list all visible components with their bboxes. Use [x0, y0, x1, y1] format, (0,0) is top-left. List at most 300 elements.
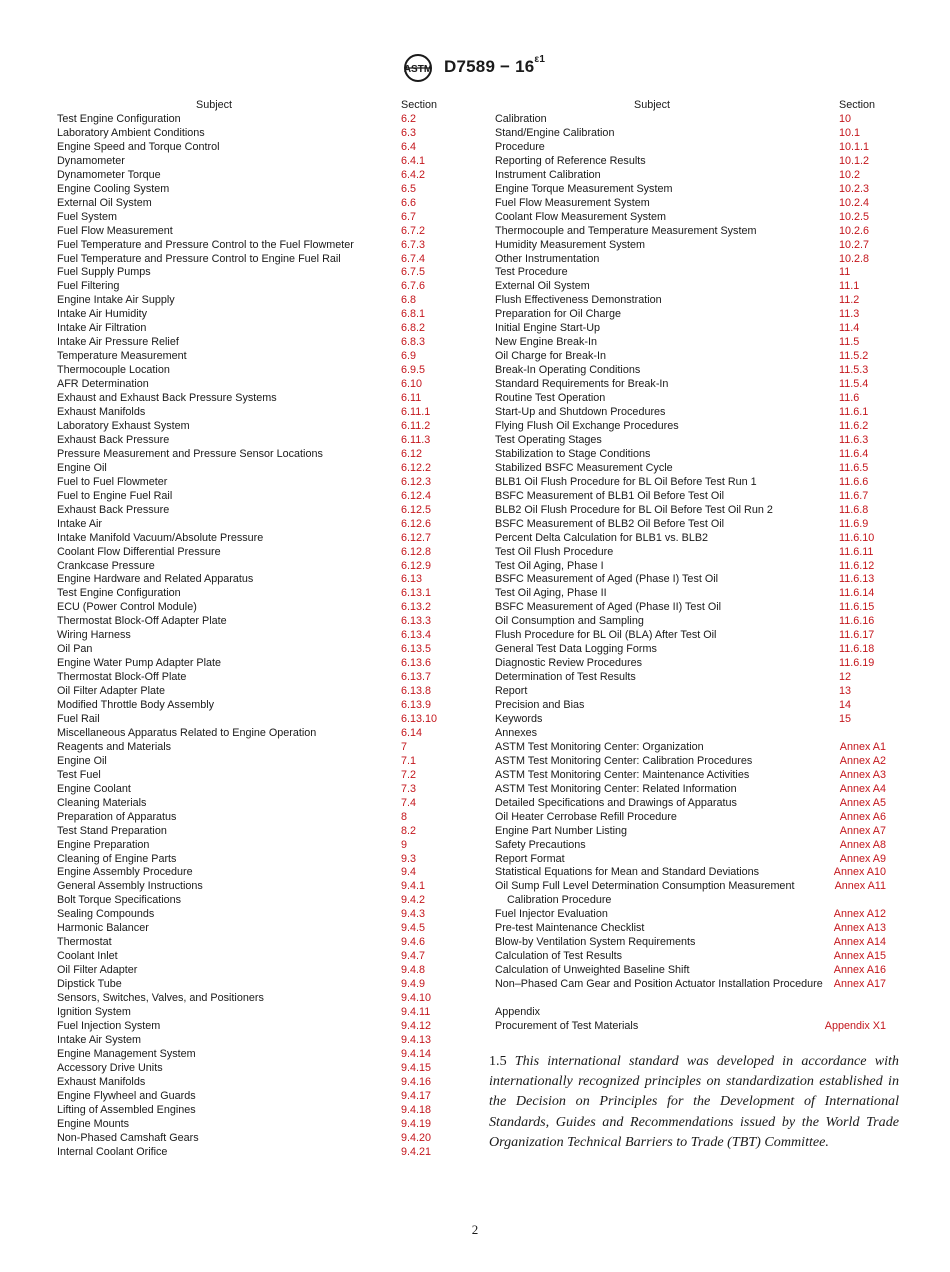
appendix-section-link[interactable]: Appendix X1 [824, 1020, 886, 1032]
toc-row [495, 880, 895, 908]
toc-section-link[interactable]: 10.2.6 [839, 224, 870, 237]
toc-row [495, 587, 895, 601]
toc-subject: Calculation of Test Results [495, 950, 623, 963]
toc-row [495, 420, 895, 434]
toc-subject: Intake Air Filtration [57, 322, 147, 335]
toc-section-link[interactable]: 10.2.5 [839, 210, 870, 223]
toc-row [57, 1090, 457, 1104]
toc-section-link[interactable]: 6.11.3 [401, 433, 431, 446]
toc-section-link[interactable]: 9.4.20 [401, 1131, 432, 1144]
toc-section-link[interactable]: 11.6.14 [839, 587, 875, 600]
toc-section-link[interactable]: 11.6.19 [839, 657, 875, 670]
toc-subject: Fuel Flow Measurement [57, 224, 173, 237]
toc-section-link[interactable]: Annex A13 [833, 922, 886, 935]
toc-subject: General Assembly Instructions [57, 880, 203, 893]
toc-subject: Routine Test Operation [495, 392, 606, 405]
toc-section-link[interactable]: 11.6.2 [839, 419, 869, 432]
toc-section-link[interactable]: 9.4.2 [401, 894, 426, 907]
toc-section-link[interactable]: 11.6.9 [839, 517, 869, 530]
toc-section-link[interactable]: 9.4.19 [401, 1117, 432, 1130]
toc-left-list [57, 113, 457, 1159]
toc-section-link[interactable]: 6.12.5 [401, 503, 432, 516]
toc-section-link[interactable]: Annex A9 [839, 852, 886, 865]
toc-section-link[interactable]: Annex A17 [833, 978, 886, 991]
toc-section-link[interactable]: 10.1.2 [839, 154, 870, 167]
toc-section-link[interactable]: 6.12.4 [401, 489, 432, 502]
appendix-heading: Appendix [495, 1006, 541, 1019]
toc-subject: Engine Water Pump Adapter Plate [57, 657, 222, 670]
toc-row [495, 322, 895, 336]
toc-section-link[interactable]: 7.3 [401, 782, 417, 795]
toc-section-link[interactable]: 6.4.1 [401, 154, 426, 167]
toc-section-link[interactable]: 9.3 [401, 852, 417, 865]
scope-note-1-5 [489, 1051, 899, 1152]
toc-row [57, 783, 457, 797]
toc-section-link[interactable]: 11.6.12 [839, 559, 875, 572]
toc-section-link[interactable]: 11.6.7 [839, 489, 869, 502]
toc-subject: Fuel Injector Evaluation [495, 908, 608, 921]
toc-section-link[interactable]: 6.13.3 [401, 615, 432, 628]
toc-section-link[interactable]: 6.7.2 [401, 224, 426, 237]
toc-row [57, 950, 457, 964]
toc-section-link[interactable]: 9.4.21 [401, 1145, 432, 1158]
toc-subject: Flush Procedure for BL Oil (BLA) After Test Oil [495, 629, 717, 642]
toc-subject: Exhaust Back Pressure [57, 503, 170, 516]
appendix-subject: Procurement of Test Materials [495, 1020, 639, 1032]
toc-subject: Preparation for Oil Charge [495, 308, 622, 321]
toc-section-link[interactable]: 11.6.13 [839, 573, 875, 586]
toc-section-link[interactable]: 10.2 [839, 168, 861, 181]
toc-row [57, 811, 457, 825]
toc-section-link[interactable]: 9.4.15 [401, 1061, 432, 1074]
toc-section-link[interactable]: 9.4.16 [401, 1075, 432, 1088]
toc-row [57, 1132, 457, 1146]
toc-row [57, 211, 457, 225]
toc-section-link[interactable]: 6.7 [401, 210, 417, 223]
toc-row [495, 657, 895, 671]
toc-row [57, 183, 457, 197]
toc-section-link[interactable]: 13 [839, 685, 852, 698]
toc-row [57, 336, 457, 350]
toc-subject: Flying Flush Oil Exchange Procedures [495, 419, 679, 432]
toc-row [57, 880, 457, 894]
toc-subject: Humidity Measurement System [495, 238, 646, 251]
toc-row [495, 364, 895, 378]
toc-row [495, 699, 895, 713]
toc-row [57, 350, 457, 364]
toc-subject: Flush Effectiveness Demonstration [495, 294, 662, 307]
toc-section-link[interactable]: 6.12.6 [401, 517, 432, 530]
toc-section-link[interactable]: 9.4.3 [401, 908, 426, 921]
toc-section-link[interactable]: 9.4.11 [401, 1006, 431, 1018]
toc-subject: Engine Assembly Procedure [57, 866, 193, 879]
toc-section-link[interactable]: 6.3 [401, 126, 417, 139]
toc-row [57, 936, 457, 950]
toc-section-link[interactable]: 7.1 [401, 754, 417, 767]
toc-section-link[interactable]: Annex A10 [833, 866, 886, 879]
toc-subject: Safety Precautions [495, 838, 586, 851]
toc-section-link[interactable]: Annex A1 [839, 740, 886, 753]
toc-subject: Fuel Filtering [57, 280, 120, 293]
toc-row [57, 1062, 457, 1076]
toc-section-link[interactable]: 9.4.14 [401, 1047, 432, 1060]
toc-subject: Engine Mounts [57, 1117, 130, 1130]
toc-row [495, 141, 895, 155]
toc-section-link[interactable]: 6.7.5 [401, 266, 426, 279]
toc-subject: Fuel Supply Pumps [57, 266, 151, 279]
toc-section-link[interactable]: 6.4.2 [401, 168, 426, 181]
toc-row [57, 308, 457, 322]
toc-section-link[interactable]: 10 [839, 113, 852, 125]
toc-row [495, 155, 895, 169]
toc-row [495, 462, 895, 476]
toc-section-link[interactable]: Annex A4 [839, 782, 886, 795]
toc-section-link[interactable]: Annex A7 [839, 824, 886, 837]
toc-row [495, 964, 895, 978]
toc-subject: Laboratory Exhaust System [57, 419, 190, 432]
toc-section-link[interactable]: 10.1.1 [839, 140, 870, 153]
toc-section-link[interactable]: 11.5.2 [839, 350, 869, 363]
toc-row [495, 741, 895, 755]
toc-section-link[interactable]: 6.8.3 [401, 336, 426, 349]
toc-section-link[interactable]: 6.7.3 [401, 238, 426, 251]
toc-row [57, 1020, 457, 1034]
toc-section-link[interactable]: 11.3 [839, 308, 860, 321]
toc-row [57, 853, 457, 867]
toc-subject: Accessory Drive Units [57, 1061, 163, 1074]
toc-section-link[interactable]: 6.6 [401, 196, 417, 209]
toc-row [57, 434, 457, 448]
toc-subject: BLB2 Oil Flush Procedure for BL Oil Before Test Oil Run 2 [495, 503, 773, 516]
toc-section-link[interactable]: 9.4.13 [401, 1033, 432, 1046]
toc-section-link[interactable]: 6.11.2 [401, 419, 431, 432]
toc-row [57, 546, 457, 560]
toc-subject: Engine Torque Measurement System [495, 182, 673, 195]
toc-section-link[interactable]: 11.5 [839, 336, 860, 349]
toc-section-link[interactable]: 11.1 [839, 280, 860, 293]
toc-section-link[interactable]: 6.8 [401, 294, 417, 307]
toc-section-link[interactable]: 6.13.7 [401, 671, 432, 684]
toc-section-link[interactable]: 11.6.8 [839, 503, 869, 516]
toc-section-link[interactable]: 10.2.3 [839, 182, 870, 195]
toc-subject: Engine Part Number Listing [495, 824, 628, 837]
toc-subject: Fuel Injection System [57, 1019, 161, 1032]
toc-row [57, 113, 457, 127]
toc-section-link[interactable]: Annex A6 [839, 810, 886, 823]
toc-row [495, 755, 895, 769]
toc-section-link[interactable]: 7.2 [401, 768, 417, 781]
toc-section-link[interactable]: 11.6.5 [839, 461, 869, 474]
toc-section-link[interactable]: 7 [401, 740, 408, 753]
toc-row [495, 685, 895, 699]
appendix-entry-row [495, 1020, 895, 1034]
toc-section-link[interactable]: Annex A15 [833, 950, 886, 963]
toc-row [495, 908, 895, 922]
toc-section-link[interactable]: 9.4.8 [401, 964, 426, 977]
toc-section-link[interactable]: 6.13.5 [401, 643, 432, 656]
toc-subject: Thermocouple and Temperature Measurement System [495, 224, 757, 237]
toc-subject: Precision and Bias [495, 699, 585, 712]
toc-section-link[interactable]: 6.12.7 [401, 531, 432, 544]
toc-section-link[interactable]: 6.13.4 [401, 629, 432, 642]
toc-subject: Test Engine Configuration [57, 113, 181, 125]
toc-section-link[interactable]: 6.12.3 [401, 475, 432, 488]
toc-subject: Non–Phased Cam Gear and Position Actuator Installation Procedure [495, 978, 823, 991]
toc-subject: Oil Pan [57, 643, 93, 656]
section-header: Section [839, 99, 876, 111]
toc-row [57, 364, 457, 378]
toc-section-link[interactable]: 11.6 [839, 392, 860, 405]
toc-row [57, 587, 457, 601]
toc-subject: Dynamometer Torque [57, 168, 161, 181]
toc-row [57, 155, 457, 169]
toc-section-link[interactable]: 8.2 [401, 824, 417, 837]
toc-subject: Statistical Equations for Mean and Standard Deviations [495, 866, 760, 879]
toc-section-link[interactable]: 6.12.9 [401, 559, 432, 572]
epsilon-superscript: ε1 [534, 54, 546, 66]
toc-section-link[interactable]: 6.9 [401, 350, 417, 363]
toc-row [57, 908, 457, 922]
toc-section-link[interactable]: 9.4.1 [401, 880, 426, 893]
toc-section-link[interactable]: 6.12 [401, 447, 423, 460]
toc-section-link[interactable]: 11.6.6 [839, 475, 869, 488]
toc-left-column [57, 99, 457, 1159]
toc-subject: BLB1 Oil Flush Procedure for BL Oil Before Test Run 1 [495, 475, 757, 488]
toc-section-link[interactable]: Annex A5 [839, 796, 886, 809]
toc-row [495, 532, 895, 546]
toc-subject: Preparation of Apparatus [57, 810, 177, 823]
toc-subject: Thermostat Block-Off Adapter Plate [57, 615, 227, 628]
toc-subject: Reagents and Materials [57, 740, 172, 753]
toc-section-link[interactable]: 11.2 [839, 294, 860, 307]
toc-subject: Engine Cooling System [57, 182, 170, 195]
toc-subject: Stabilization to Stage Conditions [495, 447, 651, 460]
toc-row [495, 225, 895, 239]
toc-row [57, 392, 457, 406]
toc-section-link[interactable]: 6.12.8 [401, 545, 432, 558]
toc-section-link[interactable]: 10.2.8 [839, 252, 870, 265]
toc-subject: General Test Data Logging Forms [495, 643, 657, 656]
toc-subject: BSFC Measurement of Aged (Phase II) Test Oil [495, 601, 722, 614]
toc-section-link[interactable]: 11.4 [839, 322, 860, 335]
toc-row [57, 922, 457, 936]
toc-section-link[interactable]: Annex A14 [833, 936, 886, 949]
toc-subject: Non-Phased Camshaft Gears [57, 1131, 199, 1144]
toc-row [57, 560, 457, 574]
toc-subject: Coolant Inlet [57, 950, 118, 963]
toc-row [57, 280, 457, 294]
toc-row [495, 727, 895, 741]
toc-section-link[interactable]: 6.12.2 [401, 461, 432, 474]
toc-subject: Test Operating Stages [495, 433, 602, 446]
toc-section-link[interactable]: Annex A12 [833, 908, 886, 921]
toc-subject: Thermocouple Location [57, 364, 170, 377]
toc-subject: Laboratory Ambient Conditions [57, 126, 205, 139]
toc-row [57, 141, 457, 155]
toc-subject: Engine Speed and Torque Control [57, 140, 220, 153]
toc-section-link[interactable]: 9.4.5 [401, 922, 426, 935]
page-header [0, 53, 950, 83]
toc-section-link[interactable]: 11 [839, 266, 851, 279]
toc-row [57, 699, 457, 713]
toc-section-link[interactable]: 6.13.6 [401, 657, 432, 670]
toc-section-link[interactable]: 6.9.5 [401, 364, 426, 377]
toc-row [57, 406, 457, 420]
document-designation [444, 54, 546, 77]
appendix-heading-row [495, 1006, 895, 1020]
toc-row [495, 643, 895, 657]
toc-section-link[interactable]: 6.13.1 [401, 587, 432, 600]
toc-section-link[interactable]: 8 [401, 810, 408, 823]
spacer [495, 992, 895, 1006]
toc-section-link[interactable]: 6.2 [401, 113, 417, 125]
toc-row [495, 518, 895, 532]
toc-section-link[interactable]: 9.4.6 [401, 936, 426, 949]
toc-section-link[interactable]: 9.4 [401, 866, 417, 879]
toc-subject: Break-In Operating Conditions [495, 364, 641, 377]
toc-subject: AFR Determination [57, 378, 149, 391]
toc-section-link[interactable]: 11.6.1 [839, 406, 869, 419]
toc-section-link[interactable]: 6.14 [401, 726, 423, 739]
toc-section-link[interactable]: 6.7.4 [401, 252, 426, 265]
toc-section-link[interactable]: 6.8.1 [401, 308, 426, 321]
toc-subject: Sensors, Switches, Valves, and Positioners [57, 992, 264, 1005]
toc-subject: Exhaust and Exhaust Back Pressure Systems [57, 392, 277, 405]
toc-section-link[interactable]: 6.11.1 [401, 406, 431, 419]
toc-section-link[interactable]: 6.13.8 [401, 685, 432, 698]
toc-row [57, 839, 457, 853]
toc-section-link[interactable]: 14 [839, 699, 852, 712]
toc-section-link[interactable]: 12 [839, 671, 852, 684]
toc-section-link[interactable]: 11.6.4 [839, 447, 869, 460]
toc-section-link[interactable]: 9.4.10 [401, 992, 432, 1005]
toc-row [57, 978, 457, 992]
toc-section-link[interactable]: 11.6.10 [839, 531, 875, 544]
toc-subject: Stand/Engine Calibration [495, 126, 615, 139]
toc-subject: Keywords [495, 712, 543, 725]
toc-row [57, 378, 457, 392]
toc-section-link[interactable]: 11.6.3 [839, 433, 869, 446]
toc-subject: Sealing Compounds [57, 908, 155, 921]
toc-row [57, 1048, 457, 1062]
toc-subject: Thermostat [57, 936, 112, 949]
toc-section-link[interactable]: 9.4.17 [401, 1089, 432, 1102]
toc-section-link[interactable]: 9.4.18 [401, 1103, 432, 1116]
toc-section-link[interactable]: 11.5.4 [839, 378, 869, 391]
designation-text: D7589 − 16 [444, 57, 535, 76]
toc-section-link[interactable]: 6.8.2 [401, 322, 426, 335]
section-header: Section [401, 99, 438, 111]
toc-subject: Test Oil Flush Procedure [495, 545, 614, 558]
toc-row [495, 476, 895, 490]
column-header-row [495, 99, 895, 113]
toc-subject: Dynamometer [57, 154, 125, 167]
toc-section-link[interactable]: 6.13.10 [401, 712, 438, 725]
toc-section-link[interactable]: 11.6.16 [839, 615, 875, 628]
toc-subject: Start-Up and Shutdown Procedures [495, 406, 666, 419]
toc-section-link[interactable]: Annex A8 [839, 838, 886, 851]
toc-section-link[interactable]: 6.10 [401, 378, 423, 391]
toc-section-link[interactable]: 6.13.2 [401, 601, 432, 614]
toc-section-link[interactable]: 6.13.9 [401, 699, 432, 712]
toc-row [57, 1118, 457, 1132]
toc-section-link[interactable]: 10.2.4 [839, 196, 870, 209]
toc-right-list [495, 113, 895, 992]
toc-section-link[interactable]: 10.2.7 [839, 238, 870, 251]
toc-section-link[interactable]: Annex A11 [834, 880, 886, 893]
toc-row [57, 657, 457, 671]
toc-row [495, 936, 895, 950]
toc-row [495, 378, 895, 392]
toc-row [495, 169, 895, 183]
toc-section-link[interactable]: Annex A2 [839, 754, 886, 767]
toc-subject: BSFC Measurement of Aged (Phase I) Test Oil [495, 573, 719, 586]
toc-section-link[interactable]: 11.6.11 [839, 545, 874, 558]
toc-section-link[interactable]: 9.4.7 [401, 950, 426, 963]
toc-row [57, 894, 457, 908]
toc-subject: Coolant Flow Measurement System [495, 210, 667, 223]
toc-row [495, 183, 895, 197]
toc-section-link[interactable]: 6.7.6 [401, 280, 426, 293]
toc-row [57, 1146, 457, 1160]
toc-section-link[interactable]: 9 [401, 838, 408, 851]
toc-section-link[interactable]: 11.5.3 [839, 364, 869, 377]
toc-section-link[interactable]: 6.4 [401, 140, 417, 153]
toc-row [57, 322, 457, 336]
toc-section-link[interactable]: 11.6.17 [839, 629, 875, 642]
toc-section-link[interactable]: 6.5 [401, 182, 417, 195]
toc-row [57, 518, 457, 532]
toc-section-link[interactable]: 6.13 [401, 573, 423, 586]
toc-row [495, 308, 895, 322]
toc-section-link[interactable]: 15 [839, 712, 852, 725]
toc-subject: Exhaust Back Pressure [57, 433, 170, 446]
toc-subject: Intake Air Pressure Relief [57, 336, 179, 349]
toc-subject: Fuel Flow Measurement System [495, 196, 650, 209]
toc-section-link[interactable]: 10.1 [839, 126, 861, 139]
toc-row [57, 1104, 457, 1118]
toc-section-link[interactable]: Annex A16 [833, 964, 886, 977]
toc-subject: Exhaust Manifolds [57, 406, 146, 419]
toc-row [57, 797, 457, 811]
toc-section-link[interactable]: 9.4.9 [401, 978, 426, 991]
toc-row [495, 197, 895, 211]
toc-section-link[interactable]: 11.6.18 [839, 643, 875, 656]
toc-row [495, 392, 895, 406]
toc-subject: Engine Oil [57, 461, 107, 474]
toc-row [495, 713, 895, 727]
toc-section-link[interactable]: 6.11 [401, 392, 422, 405]
toc-subject: Report [495, 685, 528, 698]
toc-row [495, 490, 895, 504]
toc-row [57, 490, 457, 504]
toc-subject: Test Procedure [495, 266, 568, 279]
toc-section-link[interactable]: Annex A3 [839, 768, 886, 781]
toc-row [495, 434, 895, 448]
toc-section-link[interactable]: 11.6.15 [839, 601, 875, 614]
page-number: 2 [471, 1222, 479, 1237]
toc-section-link[interactable]: 9.4.12 [401, 1019, 432, 1032]
toc-row [495, 350, 895, 364]
toc-subject: Instrument Calibration [495, 168, 601, 181]
toc-section-link[interactable]: 7.4 [401, 796, 417, 809]
toc-subject: Ignition System [57, 1006, 131, 1018]
toc-row [495, 866, 895, 880]
subject-header: Subject [196, 99, 233, 111]
toc-subject: Modified Throttle Body Assembly [57, 699, 215, 712]
toc-row [495, 922, 895, 936]
toc-subject: ASTM Test Monitoring Center: Maintenance Activities [495, 768, 750, 781]
